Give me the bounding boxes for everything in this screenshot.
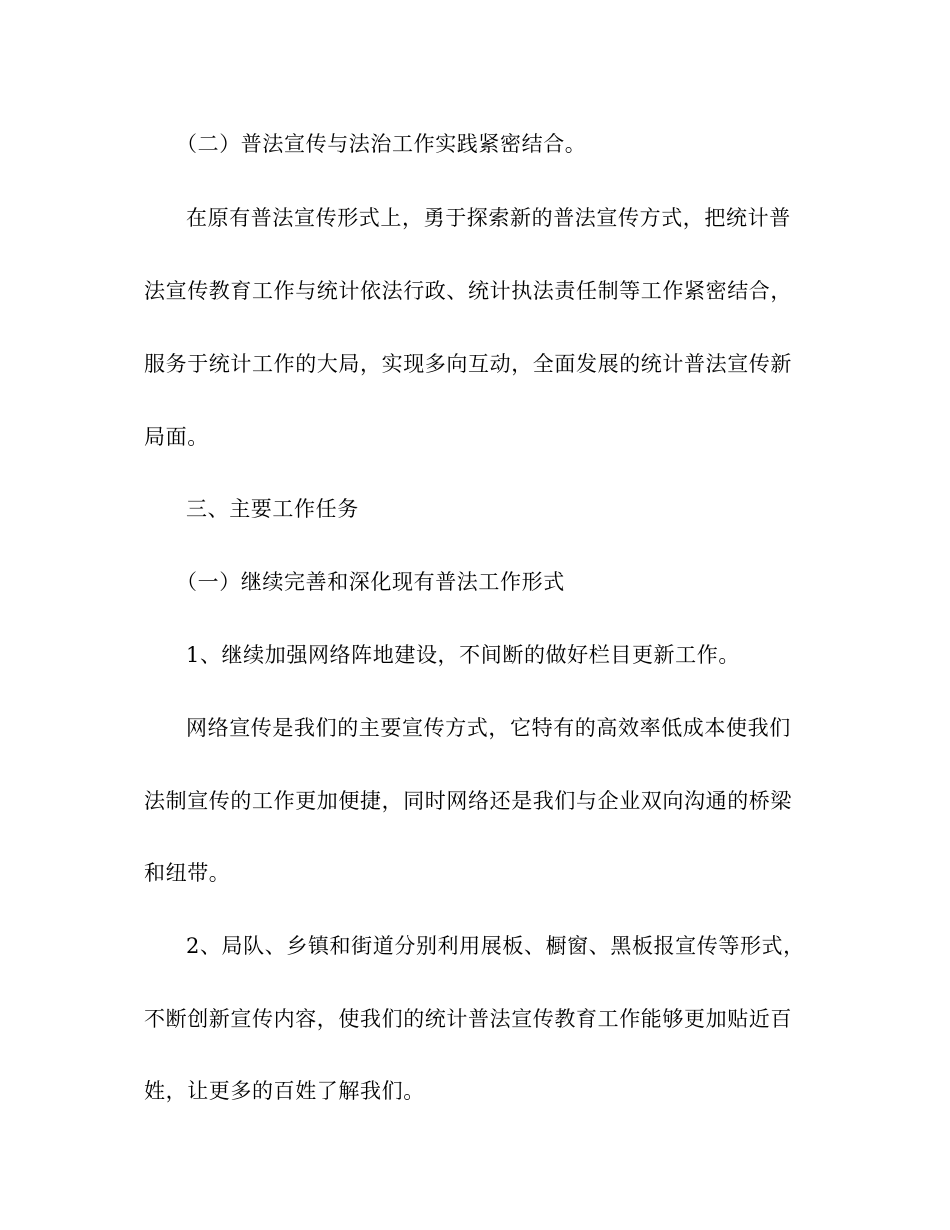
paragraph-line: 和纽带。 bbox=[144, 861, 231, 885]
section-heading-2: （二）普法宣传与法治工作实践紧密结合。 bbox=[176, 132, 587, 156]
list-item-1: 1、继续加强网络阵地建设，不间断的做好栏目更新工作。 bbox=[186, 643, 740, 667]
list-item-2: 2、局队、乡镇和街道分别利用展板、橱窗、黑板报宣传等形式， bbox=[186, 934, 805, 958]
paragraph-line: 法宣传教育工作与统计依法行政、统计执法责任制等工作紧密结合， bbox=[144, 279, 792, 303]
paragraph-line: 在原有普法宣传形式上，勇于探索新的普法宣传方式，把统计普 bbox=[186, 206, 791, 230]
paragraph-line: 姓，让更多的百姓了解我们。 bbox=[144, 1079, 425, 1103]
paragraph-line: 不断创新宣传内容，使我们的统计普法宣传教育工作能够更加贴近百 bbox=[144, 1007, 792, 1031]
paragraph-line: 服务于统计工作的大局，实现多向互动，全面发展的统计普法宣传新 bbox=[144, 352, 792, 376]
paragraph-line: 法制宣传的工作更加便捷，同时网络还是我们与企业双向沟通的桥梁 bbox=[144, 789, 792, 813]
main-heading-3: 三、主要工作任务 bbox=[186, 497, 359, 521]
section-heading-1: （一）继续完善和深化现有普法工作形式 bbox=[176, 570, 565, 594]
paragraph-line: 局面。 bbox=[144, 425, 209, 449]
paragraph-line: 网络宣传是我们的主要宣传方式，它特有的高效率低成本使我们 bbox=[186, 716, 791, 740]
